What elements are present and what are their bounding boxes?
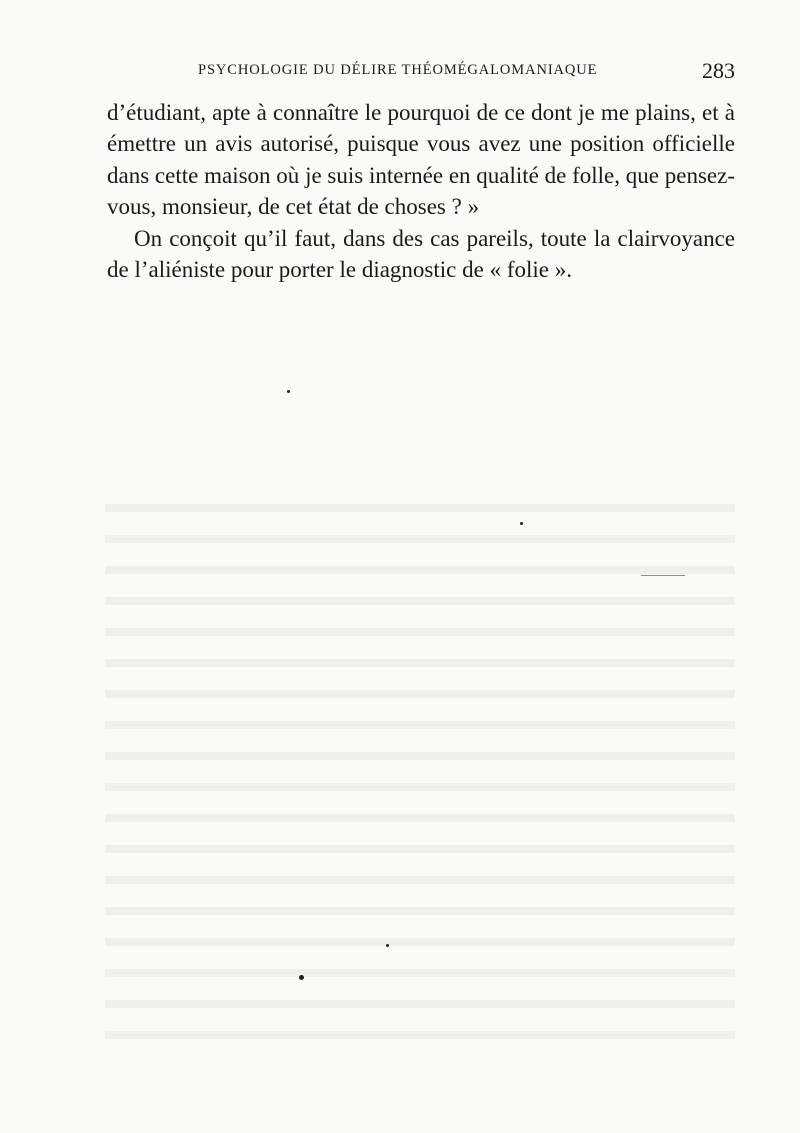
paper-speck <box>299 975 304 980</box>
paper-speck <box>287 390 290 393</box>
paragraph-diagnosis: On conçoit qu’il faut, dans des cas pareils, toute la clairvoyance de l’aliéniste pour porter le diagnostic de « folie ». <box>107 225 735 283</box>
show-through-texture <box>105 490 735 1050</box>
page-number: 283 <box>702 58 735 83</box>
paper-speck <box>386 944 389 947</box>
paper-speck <box>520 522 523 525</box>
running-head: PSYCHOLOGIE DU DÉLIRE THÉOMÉGALOMANIAQUE <box>198 62 598 78</box>
paper-speck <box>641 575 685 576</box>
paragraph-continuation: d’étudiant, apte à connaître le pourquoi de ce dont je me plains, et à émettre un avis autorisé, puisque vous avez une position officielle dans cette maison où je suis internée en qualité de folle, que pensez-vous, monsieur, de cet état de choses ? » <box>107 100 735 220</box>
page-header <box>190 58 735 84</box>
body-text <box>107 97 735 285</box>
